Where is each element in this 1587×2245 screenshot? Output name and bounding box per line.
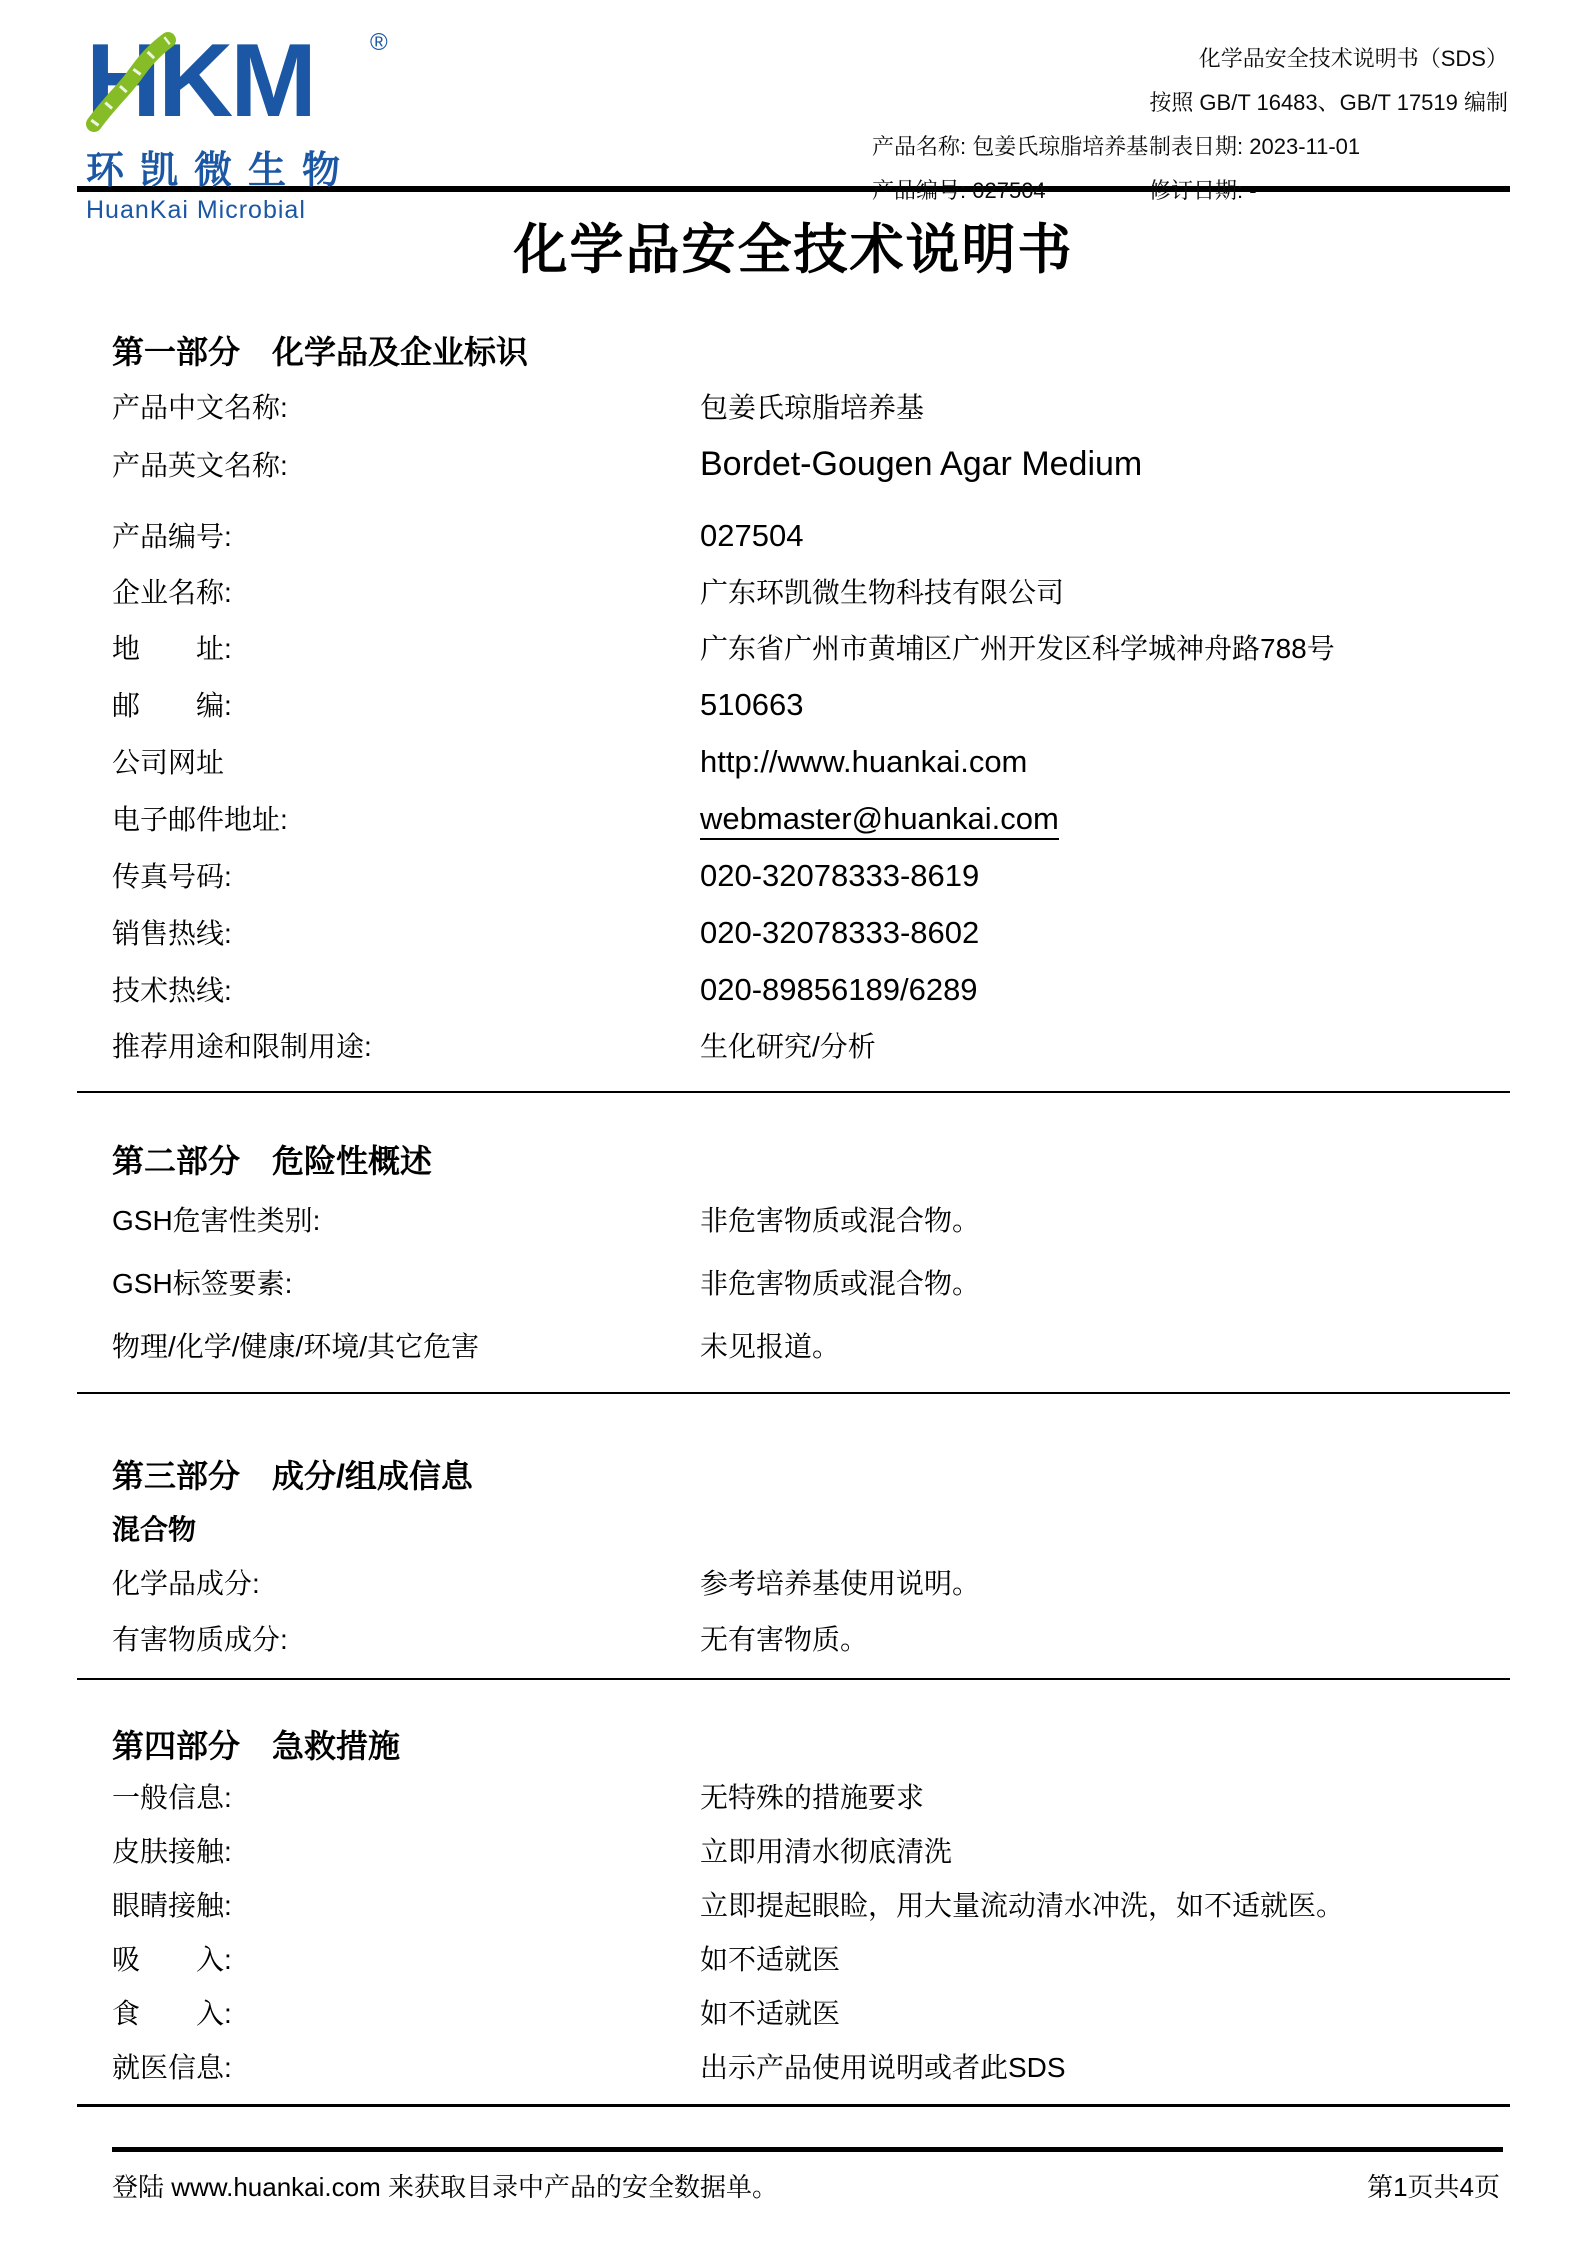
meta-row-2 [872, 174, 1508, 208]
product-name-label: 产品名称: [872, 134, 967, 159]
header-product-name [872, 130, 1149, 164]
row-address [112, 631, 1508, 667]
revision-date-value: - [1249, 178, 1257, 203]
row-value: 广东省广州市黄埔区广州开发区科学城神舟路788号 [700, 633, 1335, 664]
section-1-rows [112, 390, 1508, 1065]
row-recommended-use [112, 1029, 1508, 1065]
row-label: 就医信息: [112, 2052, 232, 2083]
footer-divider [112, 2147, 1503, 2152]
page-number: 第1页共4页 [1367, 2172, 1500, 2202]
row-label: 传真号码: [112, 861, 232, 892]
row-product-code [112, 518, 1508, 555]
row-value: 立即提起眼睑，用大量流动清水冲洗，如不适就医。 [700, 1890, 1345, 1921]
create-date-value: 2023-11-01 [1249, 134, 1361, 159]
row-product-en-name [112, 446, 1508, 484]
mixture-subheading: 混合物 [112, 1514, 197, 1545]
row-label: 销售热线: [112, 918, 232, 949]
row-value: 无特殊的措施要求 [700, 1782, 925, 1813]
row-label: 吸 入: [112, 1944, 232, 1975]
row-value: 广东环凯微生物科技有限公司 [700, 577, 1065, 608]
product-code-label: 产品编号: [872, 178, 967, 203]
row-label: 有害物质成分: [112, 1624, 288, 1655]
product-name-value: 包姜氏琼脂培养基 [972, 134, 1149, 159]
row-value: 出示产品使用说明或者此SDS [700, 2052, 1066, 2083]
row-label: GSH危害性类别: [112, 1205, 321, 1236]
row-company-name [112, 575, 1508, 611]
row-website [112, 744, 1508, 781]
row-tech-hotline [112, 972, 1508, 1009]
row-label: 地 址: [112, 633, 232, 664]
row-general-info [112, 1780, 1508, 1816]
section-2-rows [112, 1203, 1508, 1365]
row-ingestion [112, 1996, 1508, 2032]
row-label: 物理/化学/健康/环境/其它危害 [112, 1331, 480, 1362]
row-label: 企业名称: [112, 577, 232, 608]
row-value: 参考培养基使用说明。 [700, 1568, 981, 1599]
website-link: http://www.huankai.com [700, 744, 1028, 779]
row-label: 电子邮件地址: [112, 804, 288, 835]
row-hazardous-components [112, 1622, 1508, 1658]
row-email [112, 801, 1508, 838]
row-value: 非危害物质或混合物。 [700, 1205, 981, 1236]
row-value: Bordet-Gougen Agar Medium [700, 445, 1143, 483]
row-inhalation [112, 1942, 1508, 1978]
row-value: 非危害物质或混合物。 [700, 1268, 981, 1299]
row-value: 未见报道。 [700, 1331, 841, 1362]
row-label: 产品编号: [112, 521, 232, 552]
document-meta [872, 42, 1508, 218]
row-label: 食 入: [112, 1998, 232, 2029]
row-chemical-components [112, 1566, 1508, 1602]
row-value: 生化研究/分析 [700, 1031, 876, 1062]
row-value: 027504 [700, 518, 804, 553]
registered-mark-icon: ® [370, 29, 388, 56]
row-value: 如不适就医 [700, 1944, 841, 1975]
row-value: 020-32078333-8619 [700, 858, 980, 893]
header-create-date [1149, 130, 1508, 164]
header-revision-date [1149, 174, 1508, 208]
section-1-divider [77, 1091, 1510, 1093]
row-label: 公司网址 [112, 747, 225, 778]
hkm-logo-text: HKM [86, 26, 314, 132]
page-header [0, 0, 1587, 224]
company-logo [86, 26, 396, 225]
section-2-divider [77, 1392, 1510, 1394]
section-2-heading: 第二部分 危险性概述 [112, 1143, 433, 1179]
section-4-divider [77, 2104, 1510, 2107]
logo-english-name: HuanKai Microbial [86, 196, 306, 224]
row-value: 020-32078333-8602 [700, 915, 980, 950]
row-label: GSH标签要素: [112, 1268, 293, 1299]
create-date-label: 制表日期: [1149, 134, 1244, 159]
header-product-code [872, 174, 1149, 208]
row-gsh-hazard-class [112, 1203, 1508, 1239]
section-4-rows [112, 1780, 1508, 2086]
sds-doc-type: 化学品安全技术说明书（SDS） [1198, 46, 1508, 71]
row-skin-contact [112, 1834, 1508, 1870]
row-eye-contact [112, 1888, 1508, 1924]
section-4-heading: 第四部分 急救措施 [112, 1728, 401, 1764]
row-label: 一般信息: [112, 1782, 232, 1813]
revision-date-label: 修订日期: [1149, 178, 1244, 203]
hkm-logo-icon [86, 26, 394, 132]
row-label: 皮肤接触: [112, 1836, 232, 1867]
row-label: 化学品成分: [112, 1568, 260, 1599]
row-label: 推荐用途和限制用途: [112, 1031, 372, 1062]
section-1-heading: 第一部分 化学品及企业标识 [112, 334, 529, 370]
row-label: 眼睛接触: [112, 1890, 232, 1921]
row-fax [112, 858, 1508, 895]
row-product-cn-name [112, 390, 1508, 426]
section-3-heading: 第三部分 成分/组成信息 [112, 1458, 473, 1494]
footer-note: 登陆 www.huankai.com 来获取目录中产品的安全数据单。 [112, 2172, 778, 2202]
row-sales-hotline [112, 915, 1508, 952]
row-value: 020-89856189/6289 [700, 972, 978, 1007]
row-label: 技术热线: [112, 975, 232, 1006]
row-value: 510663 [700, 687, 804, 722]
row-postcode [112, 687, 1508, 724]
page-title: 化学品安全技术说明书 [513, 220, 1074, 280]
row-label: 邮 编: [112, 690, 232, 721]
row-value: 立即用清水彻底清洗 [700, 1836, 953, 1867]
row-gsh-label-elements [112, 1266, 1508, 1302]
section-3-divider [77, 1678, 1510, 1680]
row-label: 产品英文名称: [112, 450, 288, 481]
row-medical-info [112, 2050, 1508, 2086]
row-other-hazards [112, 1329, 1508, 1365]
row-value: 无有害物质。 [700, 1624, 869, 1655]
section-3-rows [112, 1566, 1508, 1658]
row-value: 包姜氏琼脂培养基 [700, 392, 925, 423]
email-link[interactable]: webmaster@huankai.com [700, 801, 1059, 840]
product-code-value: 027504 [972, 178, 1046, 203]
logo-chinese-name: 环凯微生物 [86, 150, 357, 192]
meta-row-1 [872, 130, 1508, 164]
row-value: 如不适就医 [700, 1998, 841, 2029]
row-label: 产品中文名称: [112, 392, 288, 423]
page-footer [112, 2170, 1500, 2204]
sds-standard: 按照 GB/T 16483、GB/T 17519 编制 [1149, 90, 1508, 115]
